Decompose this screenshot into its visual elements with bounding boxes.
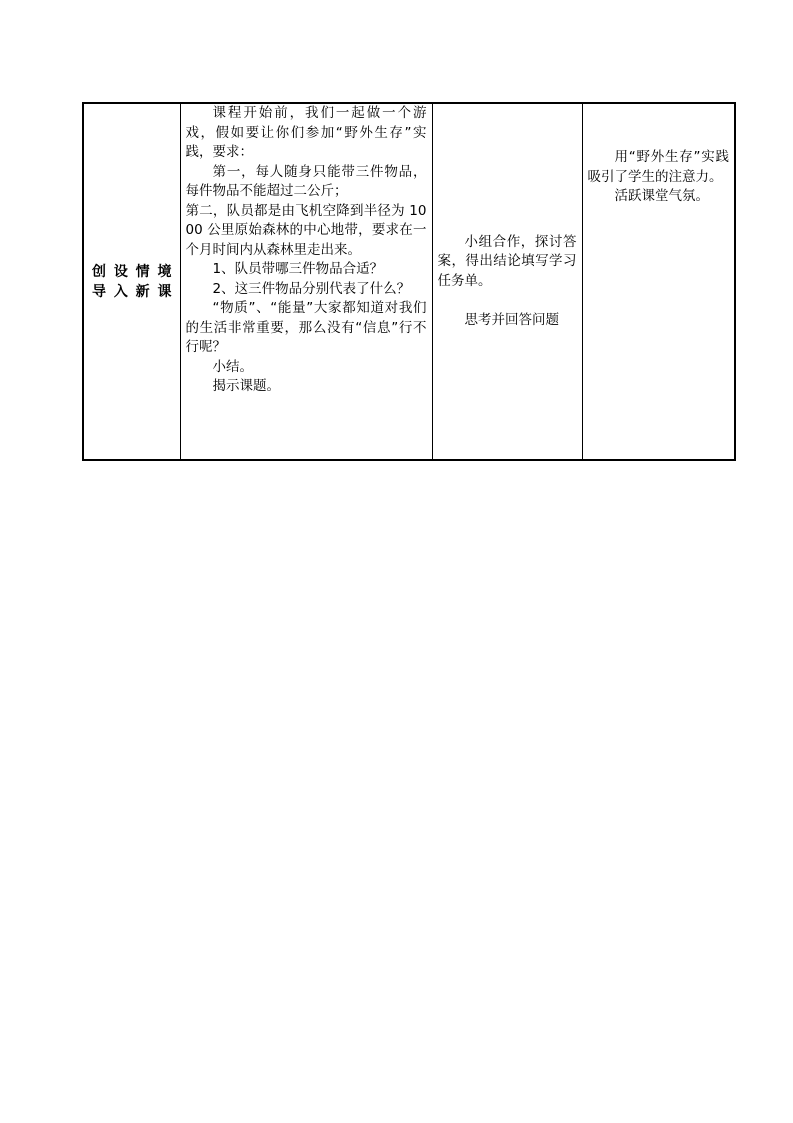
spacer [438, 291, 577, 311]
teacher-paragraph: 1、队员带哪三件物品合适？ [212, 261, 384, 277]
intent-paragraph: 用“野外生存”实践吸引了学生的注意力。 [587, 149, 729, 185]
teacher-paragraph: 2、这三件物品分别代表了什么？ [212, 280, 411, 297]
stage-title-line-2: 导入新课 [92, 283, 172, 300]
teacher-paragraph: 课程开始前，我们一起做一个游戏，假如要让你们参加“野外生存”实践，要求： [185, 105, 427, 160]
stage-title-line-1: 创设情境 [92, 263, 172, 280]
student-paragraph: 思考并回答问题 [464, 311, 559, 328]
teacher-paragraph: 揭示课题。 [212, 378, 280, 394]
student-activity-cell [432, 103, 582, 460]
stage-cell [83, 103, 180, 460]
teacher-paragraph: “物质”、“能量”大家都知道对我们的生活非常重要，那么没有“信息”行不行呢？ [185, 300, 427, 355]
design-intent-cell [582, 103, 735, 460]
intent-paragraph: 活跃课堂气氛。 [614, 188, 709, 204]
teacher-paragraph: 小结。 [212, 358, 253, 375]
student-paragraph: 小组合作，探讨答案，得出结论填写学习任务单。 [437, 233, 577, 289]
lesson-plan-table [82, 102, 736, 461]
teacher-paragraph: 第二，队员都是由飞机空降到半径为 1000 公里原始森林的中心地带，要求在一个月时间内从森林里走出来。 [185, 202, 427, 258]
teacher-paragraph: 第一，每人随身只能带三件物品，每件物品不能超过二公斤； [185, 163, 427, 199]
table-row [83, 103, 735, 460]
teacher-activity-cell [180, 103, 432, 460]
